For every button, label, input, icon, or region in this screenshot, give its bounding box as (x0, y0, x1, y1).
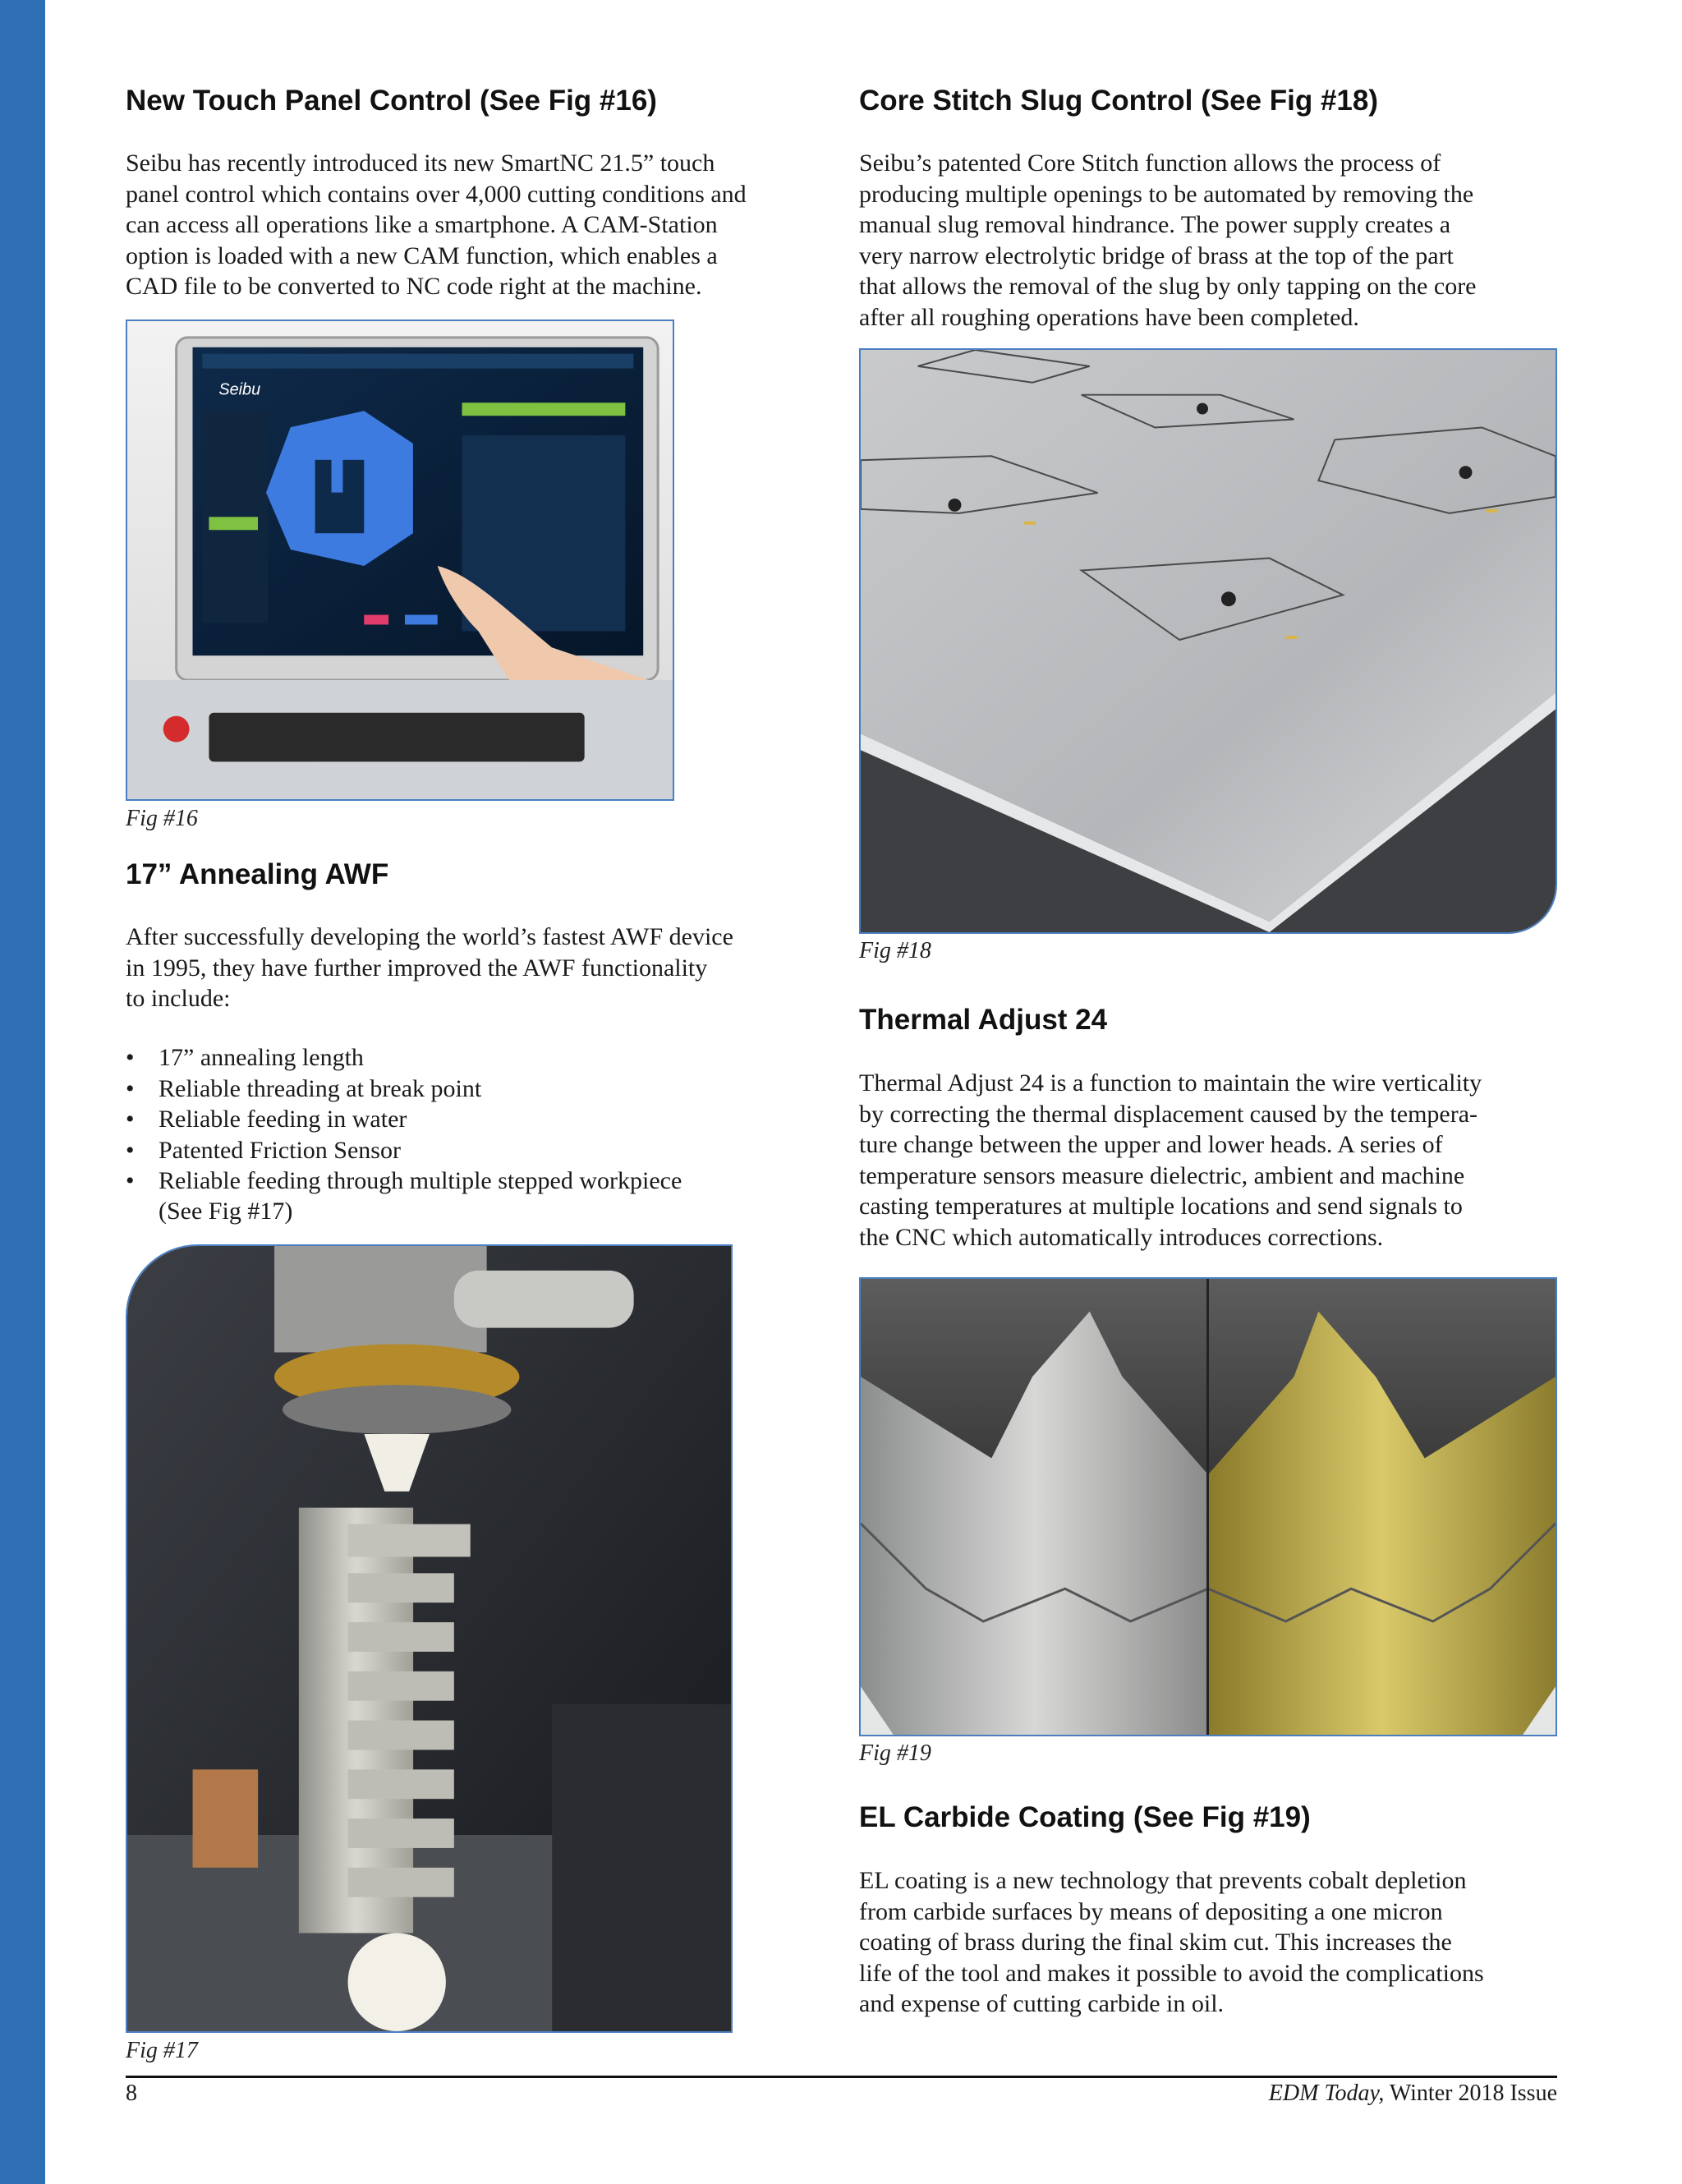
footer-journal (1269, 2081, 1557, 2107)
journal-title: EDM Today, (1268, 2081, 1385, 2106)
page-sidebar-bar (0, 0, 45, 2184)
issue-label: Winter 2018 Issue (1384, 2081, 1557, 2106)
fig18-core-stitch-photo (859, 348, 1557, 934)
fig19-caption: Fig #19 (859, 1740, 931, 1766)
fig18-caption: Fig #18 (859, 938, 931, 963)
core-stitch-paragraph: Seibu’s patented Core Stitch function allows the process of producing multiple openings to be automated by removing the manual slug removal hindrance. The power supply creates a very narrow electrolytic bridge of brass at the top of the part that allows the removal of the slug by only tapping on the core after all roughing operations have been completed. (859, 149, 1477, 331)
list-item: • Patented Friction Sensor (126, 1135, 682, 1166)
page-number: 8 (126, 2081, 137, 2106)
bullet-continuation: (See Fig #17) (159, 1198, 293, 1225)
fig16-touch-panel-photo (126, 320, 674, 801)
fig17-caption: Fig #17 (126, 2038, 198, 2063)
screen-logo: Seibu (218, 380, 261, 399)
list-item: • Reliable feeding in water (126, 1104, 682, 1135)
footer-divider (126, 2076, 1557, 2078)
annealing-paragraph: After successfully developing the world’s fastest AWF device in 1995, they have further improved the AWF functionality to include: (126, 923, 733, 1012)
thermal-heading: Thermal Adjust 24 (859, 1004, 1108, 1036)
list-item: • Reliable feeding through multiple stepped workpiece (126, 1166, 682, 1197)
carbide-paragraph: EL coating is a new technology that prevents cobalt depletion from carbide surfaces by means of depositing a one micron coating of brass during the final skim cut. This increases the life of the tool and makes it possible to avoid the complications and expense of cutting carbide in oil. (859, 1867, 1484, 2017)
list-item: • Reliable threading at break point (126, 1074, 682, 1105)
touch-panel-paragraph: Seibu has recently introduced its new SmartNC 21.5” touch panel control which contains over 4,000 cutting conditions and can access all operations like a smartphone. A CAM-Station option is loaded with a new CAM function, which enables a CAD file to be converted to NC code right at the machine. (126, 149, 747, 300)
awf-feature-list (126, 1042, 682, 1197)
fig16-caption: Fig #16 (126, 806, 198, 831)
carbide-heading: EL Carbide Coating (See Fig #19) (859, 1801, 1311, 1833)
fig19-carbide-photo (859, 1277, 1557, 1736)
list-item: • 17” annealing length (126, 1042, 682, 1074)
touch-panel-heading: New Touch Panel Control (See Fig #16) (126, 85, 657, 117)
fig17-awf-photo (126, 1244, 733, 2033)
thermal-paragraph: Thermal Adjust 24 is a function to maintain the wire verticality by correcting the thermal displacement caused by the tempera- ture change between the upper and lower heads. A series of temperature sensors measure dielectric, ambient and machine casting temperatures at multiple locations and send signals to the CNC which automatically introduces corrections. (859, 1069, 1482, 1251)
core-stitch-heading: Core Stitch Slug Control (See Fig #18) (859, 85, 1379, 117)
annealing-heading: 17” Annealing AWF (126, 858, 389, 890)
